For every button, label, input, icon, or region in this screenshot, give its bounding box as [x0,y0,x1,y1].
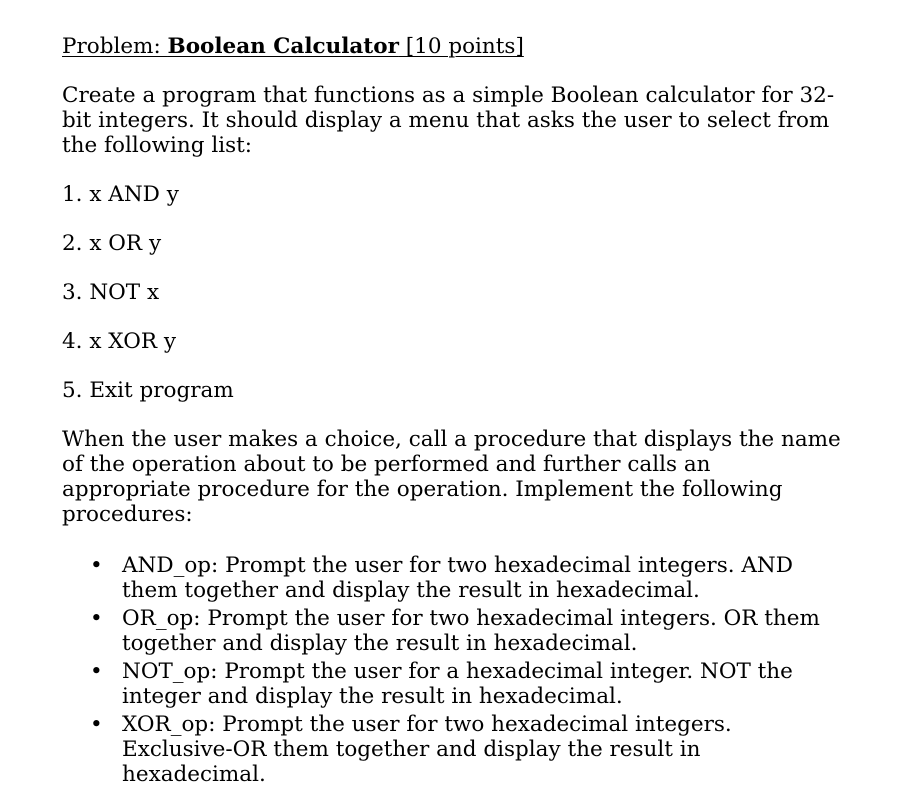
intro-paragraph: Create a program that functions as a simple Boolean calculator for 32-bit integers. It should display a menu that asks the user to select from the following list: [62,83,835,158]
menu-item-and: 1. x AND y [62,182,179,207]
title-prefix: Problem: [62,34,168,59]
menu-item-xor: 4. x XOR y [62,329,177,354]
procedure-xor-op: XOR_op: Prompt the user for two hexadecimal integers. Exclusive-OR them together and display the result in hexadecimal. [122,712,732,787]
menu-item-or: 2. x OR y [62,231,162,256]
bullet-icon: • [90,606,103,631]
procedure-or-op: OR_op: Prompt the user for two hexadecimal integers. OR them together and display the result in hexadecimal. [122,606,820,656]
procedure-paragraph: When the user makes a choice, call a procedure that displays the name of the operation about to be performed and further calls an appropriate procedure for the operation. Implement the following procedures: [62,427,841,527]
procedure-not-op: NOT_op: Prompt the user for a hexadecimal integer. NOT the integer and display the result in hexadecimal. [122,659,793,709]
menu-item-not: 3. NOT x [62,280,160,305]
bullet-icon: • [90,659,103,684]
procedure-list [62,553,842,787]
menu-item-exit: 5. Exit program [62,378,234,403]
title-bold: Boolean Calculator [167,34,399,59]
problem-title [62,34,842,59]
title-suffix: [10 points] [398,34,524,59]
list-item [62,659,842,709]
bullet-icon: • [90,712,103,737]
list-item [62,553,842,603]
bullet-icon: • [90,553,103,578]
list-item [62,606,842,656]
procedure-and-op: AND_op: Prompt the user for two hexadecimal integers. AND them together and display the result in hexadecimal. [122,553,793,603]
document-page [62,34,842,790]
list-item [62,712,842,787]
